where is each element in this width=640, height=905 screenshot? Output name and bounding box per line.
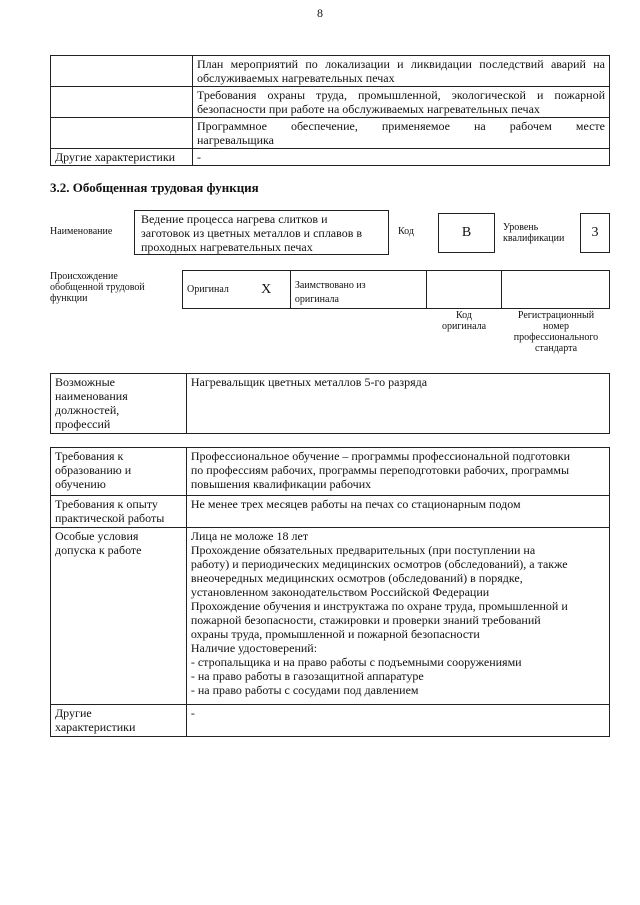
dopusk-line: Прохождение обязательных предварительных (при поступлении на	[190, 543, 536, 557]
naimenovanie-value	[134, 210, 389, 255]
dopusk-line: работу) и периодических медицинских осмотров (обследований), а также	[190, 557, 568, 571]
table-row	[51, 56, 610, 87]
drugie-label-line: характеристики	[55, 720, 136, 734]
table-row	[51, 705, 610, 737]
opyt-label-line: Требования к опыту	[55, 497, 158, 511]
kod-originala-cell	[426, 271, 502, 309]
drugie-value: -	[186, 705, 609, 737]
software-line-1: Программное обеспечение, применяемое на рабочем месте	[196, 119, 605, 133]
page-number: 8	[317, 6, 323, 20]
uroven-label-line: квалификации	[503, 233, 565, 244]
dopusk-line: - на право работы с сосудами под давлением	[190, 683, 419, 697]
reg-nomer-line: Регистрационный	[517, 310, 595, 321]
opyt-value: Не менее трех месяцев работы на печах со стационарным подом	[186, 496, 609, 528]
dopusk-value	[186, 528, 609, 705]
naimenovanie-line: Ведение процесса нагрева слитков и	[141, 212, 328, 226]
reg-nomer-cell	[502, 271, 610, 309]
opyt-label	[51, 496, 187, 528]
reg-nomer-line: номер	[543, 321, 569, 332]
kod-originala-label	[426, 310, 502, 332]
dopusk-line: внеочередных медицинских осмотров (обследований) в порядке,	[190, 571, 523, 585]
reg-nomer-label	[502, 310, 610, 354]
reg-nomer-line: профессионального	[513, 332, 599, 343]
zaimstvovano-line: оригинала	[294, 294, 339, 305]
proiskhozhdenie-label-line: обобщенной трудовой	[50, 282, 145, 293]
kod-originala-line: Код	[456, 310, 472, 321]
zaimstvovano-line: Заимствовано из	[294, 280, 366, 291]
obrazovanie-line: по профессиям рабочих, программы переподготовки рабочих, программы	[190, 463, 570, 477]
dopusk-line: - на право работы в газозащитной аппаратуре	[190, 669, 424, 683]
dolzhnosti-label-line: должностей,	[55, 403, 120, 417]
top-table	[50, 55, 610, 166]
dolzhnosti-table	[50, 373, 610, 434]
dolzhnosti-label	[51, 374, 187, 434]
dopusk-line: охраны труда, промышленной и пожарной безопасности	[190, 627, 480, 641]
table-row	[51, 448, 610, 496]
uroven-label-line: Уровень	[503, 222, 539, 233]
dolzhnosti-label-line: профессий	[55, 417, 111, 431]
dopusk-line: пожарной безопасности, стажировки и проверки знаний требований	[190, 613, 541, 627]
dopusk-line: установленном законодательством Российской Федерации	[190, 585, 490, 599]
table-cell-label	[51, 87, 193, 118]
obrazovanie-label	[51, 448, 187, 496]
obrazovanie-label-line: обучению	[55, 477, 106, 491]
dopusk-line: Лица не моложе 18 лет	[190, 529, 309, 543]
table-row	[51, 374, 610, 434]
naimenovanie-line: проходных нагревательных печах	[141, 240, 313, 254]
dolzhnosti-label-line: наименования	[55, 389, 128, 403]
table-cell-value	[192, 118, 609, 149]
uroven-value: 3	[580, 213, 610, 253]
dopusk-line: Прохождение обучения и инструктажа по охране труда, промышленной и	[190, 599, 568, 613]
proiskhozhdenie-table	[182, 270, 610, 309]
table-cell-value: Требования охраны труда, промышленной, экологической и пожарной безопасности при работе на обслуживаемых нагревательных печах	[192, 87, 609, 118]
table-cell-label	[51, 56, 193, 87]
table-row	[183, 271, 610, 309]
table-cell-value: План мероприятий по локализации и ликвидации последствий аварий на обслуживаемых нагревательных печах	[192, 56, 609, 87]
opyt-label-line: практической работы	[55, 511, 165, 525]
zaimstvovano-cell	[290, 271, 426, 309]
requirements-table	[50, 447, 610, 737]
dolzhnosti-value: Нагревальщик цветных металлов 5-го разряда	[186, 374, 609, 434]
naimenovanie-label: Наименование	[50, 226, 113, 237]
kod-label: Код	[398, 226, 414, 237]
software-line-2: нагревальщика	[196, 133, 274, 147]
dopusk-line: - стропальщика и на право работы с подъемными сооружениями	[190, 655, 522, 669]
kod-value: B	[438, 213, 495, 253]
original-label: Оригинал	[183, 271, 243, 309]
table-row	[51, 87, 610, 118]
dopusk-label	[51, 528, 187, 705]
proiskhozhdenie-label	[50, 271, 145, 304]
obrazovanie-label-line: образованию и	[55, 463, 132, 477]
drugie-label	[51, 705, 187, 737]
proiskhozhdenie-label-line: функции	[50, 293, 88, 304]
obrazovanie-line: повышения квалификации рабочих	[190, 477, 372, 491]
proiskhozhdenie-label-line: Происхождение	[50, 271, 118, 282]
table-row	[51, 528, 610, 705]
obrazovanie-line: Профессиональное обучение – программы профессиональной подготовки	[190, 449, 571, 463]
drugie-label-line: Другие	[55, 706, 92, 720]
table-cell-label: Другие характеристики	[51, 149, 193, 166]
dopusk-label-line: допуска к работе	[55, 543, 142, 557]
obrazovanie-label-line: Требования к	[55, 449, 124, 463]
table-row	[51, 496, 610, 528]
original-mark: X	[242, 271, 290, 309]
obrazovanie-value	[186, 448, 609, 496]
section-title: 3.2. Обобщенная трудовая функция	[50, 180, 259, 195]
dopusk-label-line: Особые условия	[55, 529, 139, 543]
reg-nomer-line: стандарта	[534, 343, 578, 354]
table-cell-value: -	[192, 149, 609, 166]
dopusk-line: Наличие удостоверений:	[190, 641, 318, 655]
naimenovanie-line: заготовок из цветных металлов и сплавов в	[141, 226, 363, 240]
kod-originala-line: оригинала	[441, 321, 487, 332]
table-cell-label	[51, 118, 193, 149]
table-row	[51, 118, 610, 149]
uroven-label	[503, 222, 564, 244]
table-row	[51, 149, 610, 166]
dolzhnosti-label-line: Возможные	[55, 375, 115, 389]
